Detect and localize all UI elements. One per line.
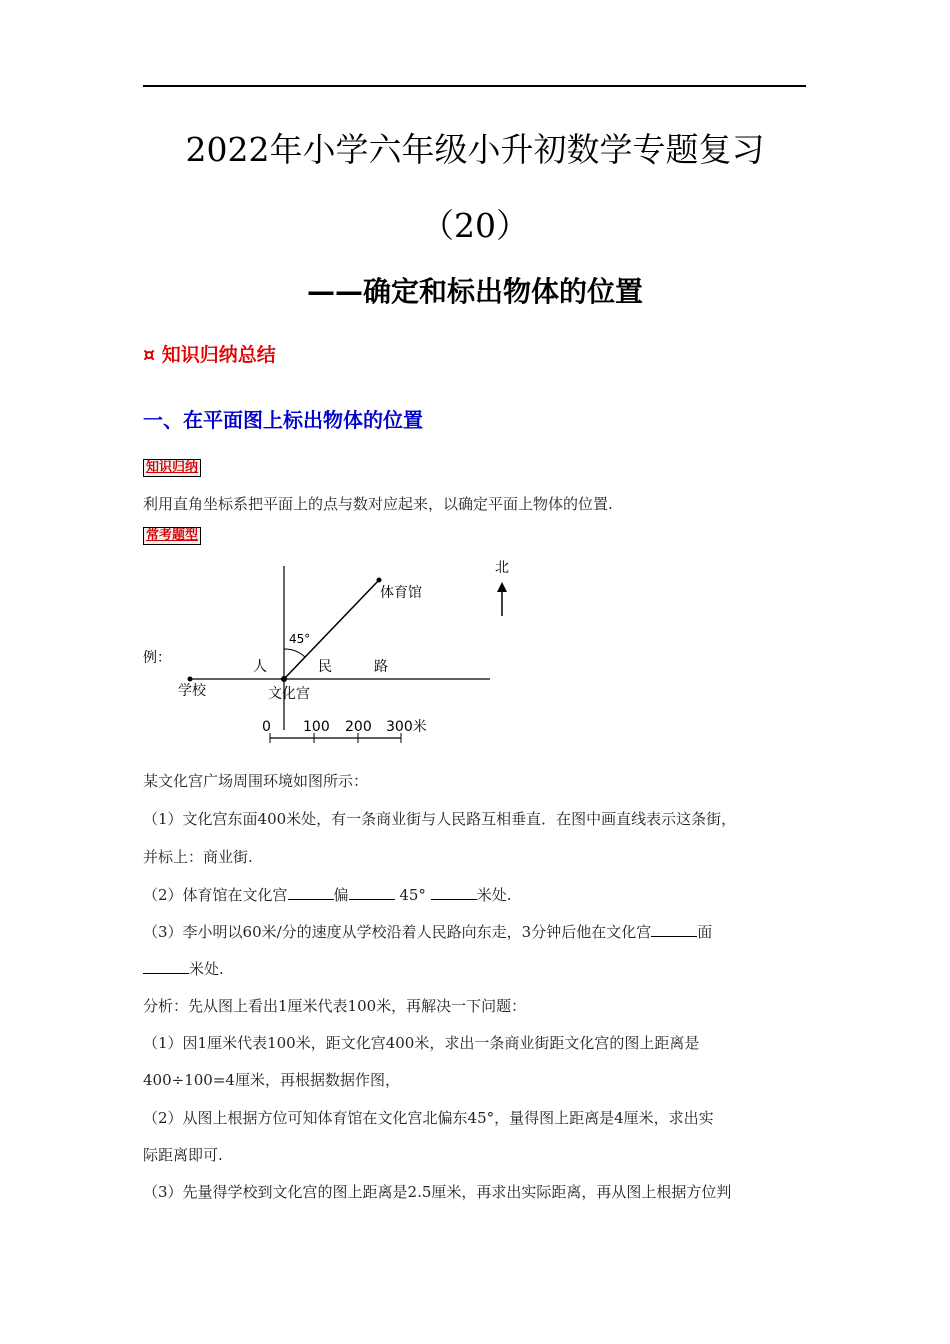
page-title: 2022年小学六年级小升初数学专题复习 <box>185 130 765 169</box>
summary-heading: ¤ 知识归纳总结 <box>143 344 276 366</box>
question-2: （2）体育馆在文化宫 偏 45° 米处. <box>143 886 512 904</box>
answer-blank[interactable] <box>349 885 395 900</box>
road-char-ren: 人 <box>253 659 267 675</box>
common-type-tag: 常考题型 <box>143 527 201 545</box>
analysis-1-line-1: （1）因1厘米代表100米，距文化宫400米，求出一条商业街距文化宫的图上距离是 <box>143 1034 700 1052</box>
culture-palace-label: 文化宫 <box>268 686 310 702</box>
question-3-line-2: 米处. <box>143 958 224 979</box>
answer-blank[interactable] <box>651 922 697 937</box>
answer-blank[interactable] <box>288 885 334 900</box>
knowledge-tag: 知识归纳 <box>143 459 201 477</box>
school-label: 学校 <box>178 683 206 699</box>
scale-label-200: 200 <box>345 719 372 735</box>
school-point <box>188 677 193 682</box>
problem-intro: 某文化宫广场周围环境如图所示： <box>143 772 369 790</box>
question-1-line-1: （1）文化宫东面400米处，有一条商业街与人民路互相垂直．在图中画直线表示这条街， <box>143 810 737 828</box>
analysis-2-line-2: 际距离即可. <box>143 1146 223 1164</box>
scale-label-300: 300米 <box>386 719 427 735</box>
analysis-intro: 分析：先从图上看出1厘米代表100米，再解决一下问题： <box>143 997 527 1015</box>
north-arrow-icon <box>497 582 507 592</box>
angle-label: 45° <box>289 632 311 646</box>
example-label: 例： <box>143 650 171 666</box>
road-char-lu: 路 <box>374 659 388 675</box>
page-title-number: （20） <box>421 206 529 245</box>
part-heading: 一、在平面图上标出物体的位置 <box>143 408 423 432</box>
analysis-3-line-1: （3）先量得学校到文化宫的图上距离是2.5厘米，再求出实际距离，再从图上根据方位判 <box>143 1183 732 1201</box>
page-subtitle: ——确定和标出物体的位置 <box>306 275 643 308</box>
answer-blank[interactable] <box>143 959 189 974</box>
gym-point <box>377 578 382 583</box>
angle-arc <box>284 649 305 657</box>
question-3-line-1: （3）李小明以60米/分的速度从学校沿着人民路向东走，3分钟后他在文化宫 面 <box>143 923 713 941</box>
answer-blank[interactable] <box>431 885 477 900</box>
knowledge-text: 利用直角坐标系把平面上的点与数对应起来，以确定平面上物体的位置. <box>143 495 613 513</box>
gym-label: 体育馆 <box>380 585 422 601</box>
question-1-line-2: 并标上：商业街. <box>143 848 253 866</box>
culture-palace-point <box>281 676 287 682</box>
scale-label-0: 0 <box>262 719 271 735</box>
scale-label-100: 100 <box>303 719 330 735</box>
analysis-1-line-2: 400÷100=4厘米，再根据数据作图， <box>143 1071 400 1089</box>
analysis-2-line-1: （2）从图上根据方位可知体育馆在文化宫北偏东45°，量得图上距离是4厘米，求出实 <box>143 1109 714 1127</box>
road-char-min: 民 <box>318 659 332 675</box>
north-label: 北 <box>495 560 509 576</box>
